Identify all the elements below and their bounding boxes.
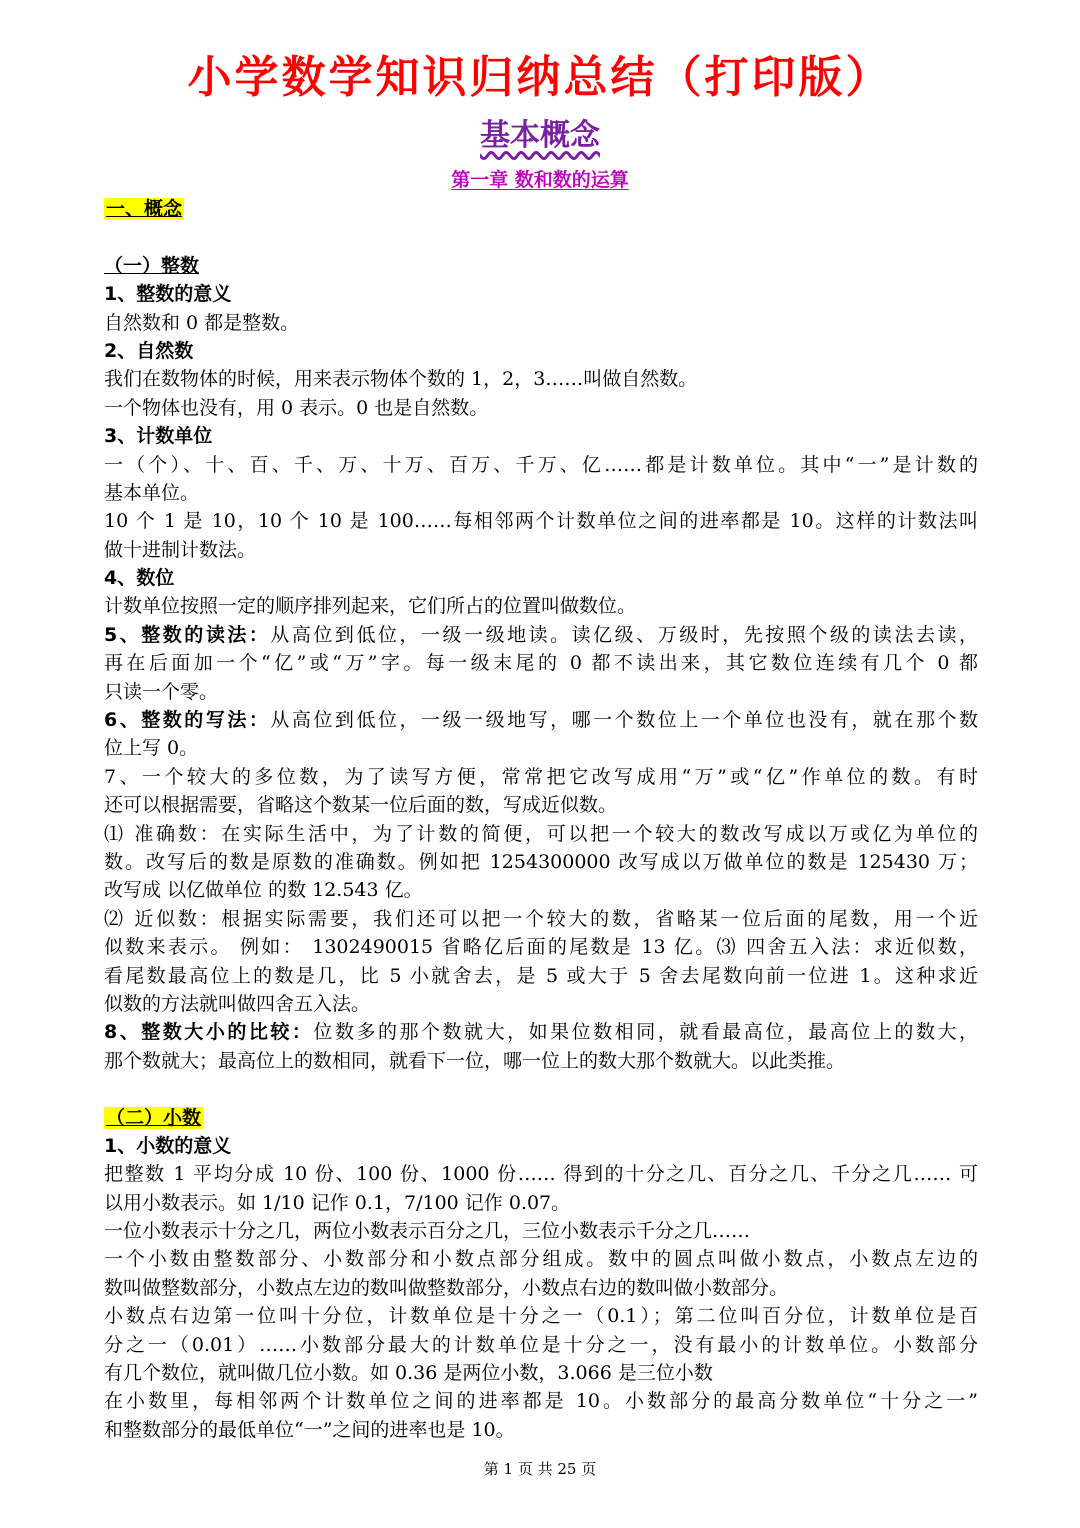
item-heading: 3、计数单位: [104, 425, 213, 448]
chapter-text: 第一章 数和数的运算: [451, 169, 629, 191]
paragraph-line: 做十进制计数法。: [104, 538, 257, 561]
paragraph-line: 似数来表示。 例如： 1302490015 省略亿后面的尾数是 13 亿。⑶ 四舍五入法：求近似数，: [104, 936, 978, 959]
subsection-heading-integers: （一）整数: [104, 254, 200, 277]
spacer: [104, 1075, 978, 1103]
paragraph-line: 7、一个较大的多位数，为了读写方便，常常把它改写成用“万”或“亿”作单位的数。有时: [104, 765, 978, 788]
paragraph-line: 看尾数最高位上的数是几，比 5 小就舍去，是 5 或大于 5 舍去尾数向前一位进 1。这种求近: [104, 964, 978, 987]
paragraph-line: 以用小数表示。如 1/10 记作 0.1，7/100 记作 0.07。: [104, 1191, 571, 1214]
paragraph-line: 自然数和 0 都是整数。: [104, 311, 300, 334]
subsection-heading-decimals: （二）小数: [106, 1106, 202, 1129]
paragraph-line: 有几个数位，就叫做几位小数。如 0.36 是两位小数，3.066 是三位小数: [104, 1362, 713, 1385]
paragraph-line: 还可以根据需要，省略这个数某一位后面的数，写成近似数。: [104, 794, 618, 817]
section-heading: 一、概念: [106, 198, 183, 220]
paragraph-line: 位上写 0。: [104, 737, 199, 760]
paragraph-line: 一（个）、十、百、千、万、十万、百万、千万、亿……都是计数单位。其中“一”是计数的: [104, 453, 978, 476]
paragraph-line: 小数点右边第一位叫十分位，计数单位是十分之一（0.1）；第二位叫百分位，计数单位是百: [104, 1305, 978, 1328]
paragraph-line: 8、整数大小的比较：位数多的那个数就大，如果位数相同，就看最高位，最高位上的数大，: [104, 1021, 978, 1044]
page-footer: 第 1 页 共 25 页: [483, 1460, 597, 1478]
paragraph-line: 一个物体也没有，用 0 表示。0 也是自然数。: [104, 396, 489, 419]
paragraph-line: 6、整数的写法：从高位到低位，一级一级地写，哪一个数位上一个单位也没有，就在那个数: [104, 709, 978, 732]
paragraph-line: 只读一个零。: [104, 680, 219, 703]
chapter-heading: [0, 166, 1080, 194]
paragraph-line: 我们在数物体的时候，用来表示物体个数的 1，2，3……叫做自然数。: [104, 368, 698, 391]
paragraph-line: 一个小数由整数部分、小数部分和小数点部分组成。数中的圆点叫做小数点，小数点左边的: [104, 1248, 978, 1271]
paragraph-line: 再在后面加一个“亿”或“万”字。每一级末尾的 0 都不读出来，其它数位连续有几个 0 都: [104, 652, 978, 675]
document-title: 小学数学知识归纳总结（打印版）: [187, 52, 893, 103]
paragraph-line: 似数的方法就叫做四舍五入法。: [104, 992, 371, 1015]
paragraph-line: 5、整数的读法：从高位到低位，一级一级地读。读亿级、万级时，先按照个级的读法去读，: [104, 623, 978, 646]
item-heading: 1、整数的意义: [104, 283, 232, 306]
document-body: [104, 195, 978, 1444]
paragraph-line: 基本单位。: [104, 481, 200, 504]
paragraph-line: ⑵ 近似数：根据实际需要，我们还可以把一个较大的数，省略某一位后面的尾数，用一个近: [104, 907, 978, 930]
subtitle-text: 基本概念: [480, 118, 600, 153]
document-subtitle: [0, 116, 1080, 156]
paragraph-line: 一位小数表示十分之几，两位小数表示百分之几，三位小数表示千分之几……: [104, 1220, 751, 1243]
item-heading: 2、自然数: [104, 339, 194, 362]
paragraph-line: 分之一（0.01）……小数部分最大的计数单位是十分之一，没有最小的计数单位。小数部分: [104, 1333, 978, 1356]
spacer: [104, 223, 978, 251]
paragraph-line: 改写成 以亿做单位 的数 12.543 亿。: [104, 879, 423, 902]
paragraph-line: 在小数里，每相邻两个计数单位之间的进率都是 10。小数部分的最高分数单位“十分之一”: [104, 1390, 978, 1413]
item-heading: 4、数位: [104, 567, 175, 590]
paragraph-line: ⑴ 准确数：在实际生活中，为了计数的简便，可以把一个较大的数改写成以万或亿为单位的: [104, 822, 978, 845]
paragraph-line: 和整数部分的最低单位“一”之间的进率也是 10。: [104, 1418, 515, 1441]
item-heading: 1、小数的意义: [104, 1134, 232, 1157]
paragraph-line: 把整数 1 平均分成 10 份、100 份、1000 份…… 得到的十分之几、百分之几、千分之几…… 可: [104, 1163, 978, 1186]
paragraph-line: 那个数就大；最高位上的数相同，就看下一位，哪一位上的数大那个数就大。以此类推。: [104, 1049, 846, 1072]
paragraph-line: 数。改写后的数是原数的准确数。例如把 1254300000 改写成以万做单位的数是 125430 万；: [104, 850, 978, 873]
paragraph-line: 10 个 1 是 10，10 个 10 是 100……每相邻两个计数单位之间的进率都是 10。这样的计数法叫: [104, 510, 978, 533]
paragraph-line: 计数单位按照一定的顺序排列起来，它们所占的位置叫做数位。: [104, 595, 637, 618]
paragraph-line: 数叫做整数部分，小数点左边的数叫做整数部分，小数点右边的数叫做小数部分。: [104, 1276, 789, 1299]
